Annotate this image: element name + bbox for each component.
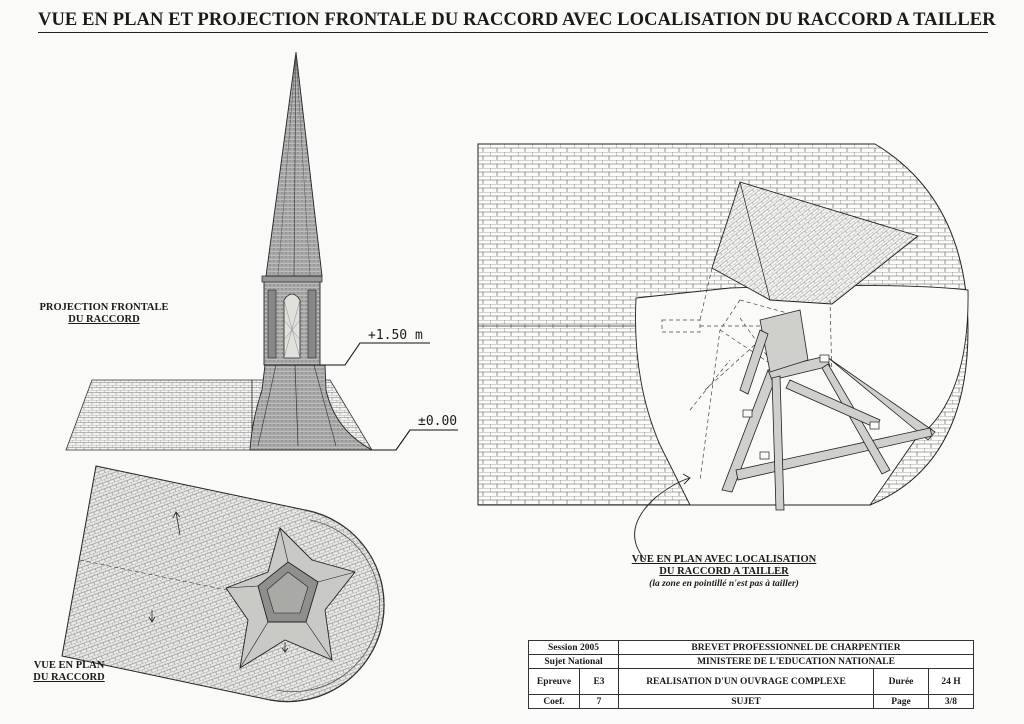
plan-localisation [478,144,968,560]
front-projection-label-line-2: DU RACCORD [68,314,140,325]
level-lower: ±0.00 [418,414,458,429]
front-projection-label [30,302,178,326]
realisation-cell: REALISATION D'UN OUVRAGE COMPLEXE [619,669,874,695]
localisation-label-line-2: DU RACCORD A TAILLER [659,566,789,577]
coef-label: Coef. [529,695,580,709]
subject-cell: SUJET [619,695,874,709]
localisation-label-line-1: VUE EN PLAN AVEC LOCALISATION [631,554,817,565]
coef-value: 7 [580,695,619,709]
page-label: Page [874,695,929,709]
session-cell: Session 2005 [529,641,619,655]
national-subject-cell: Sujet National [529,655,619,669]
localisation-label [612,554,836,590]
ministry-cell: MINISTERE DE L'EDUCATION NATIONALE [619,655,974,669]
front-projection [66,52,458,450]
duree-value: 24 H [929,669,974,695]
duree-label: Durée [874,669,929,695]
plan-view-label-line-2: DU RACCORD [33,672,105,683]
epreuve-label: Epreuve [529,669,580,695]
localisation-note: (la zone en pointillé n'est pas à tailler) [649,579,799,589]
front-projection-label-line-1: PROJECTION FRONTALE [39,302,169,313]
title-block [528,640,974,709]
plan-view-label [18,660,120,684]
level-upper: +1.50 m [368,328,423,343]
sheet-title: VUE EN PLAN ET PROJECTION FRONTALE DU RACCORD AVEC LOCALISATION DU RACCORD A TAILLER [38,10,988,33]
epreuve-value: E3 [580,669,619,695]
plan-view-label-line-1: VUE EN PLAN [33,660,105,671]
exam-cell: BREVET PROFESSIONNEL DE CHARPENTIER [619,641,974,655]
page-value: 3/8 [929,695,974,709]
